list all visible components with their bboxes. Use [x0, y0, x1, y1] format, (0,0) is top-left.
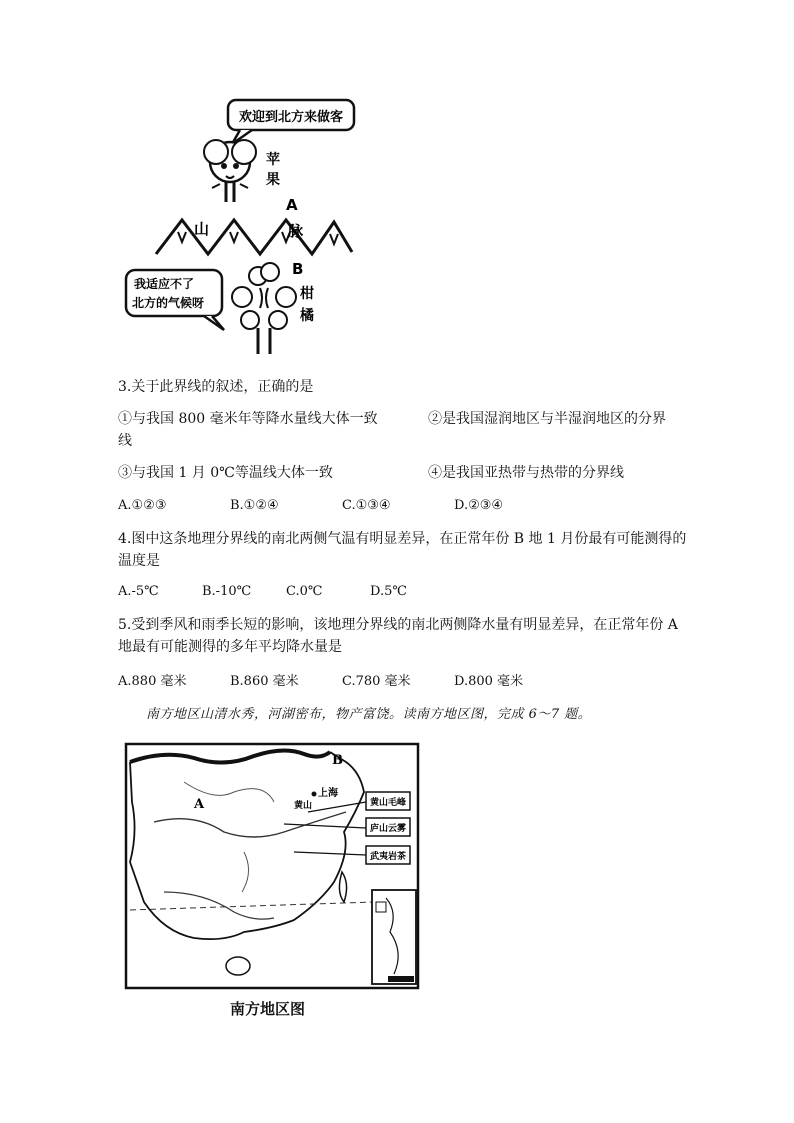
question-3-stem: 3.关于此界线的叙述，正确的是: [118, 379, 314, 395]
section-intro: 南方地区山清水秀，河湖密布，物产富饶。读南方地区图，完成 6～7 题。: [146, 707, 592, 722]
bubble-top-text: 欢迎到北方来做客: [238, 110, 344, 125]
question-3-option-d[interactable]: D.②③④: [454, 498, 504, 513]
south-china-map: [124, 742, 420, 990]
question-3-statement-2: ②是我国湿润地区与半湿润地区的分界: [428, 411, 666, 427]
question-5-option-c[interactable]: C.780 毫米: [342, 674, 411, 689]
apple-label-2: 果: [266, 172, 280, 188]
question-5-option-d[interactable]: D.800 毫米: [454, 674, 524, 689]
callout-wuyi-yancha: 武夷岩茶: [369, 852, 407, 862]
question-3-statement-3: ③与我国 1 月 0℃等温线大体一致: [118, 465, 333, 481]
question-3-option-c[interactable]: C.①③④: [342, 498, 391, 513]
question-5-option-a[interactable]: A.880 毫米: [118, 674, 187, 689]
question-3-option-a[interactable]: A.①②③: [118, 498, 167, 513]
mountain-label-1: 山: [194, 220, 210, 238]
map-label-b: B: [332, 753, 343, 768]
question-3-statement-1: ①与我国 800 毫米年等降水量线大体一致: [118, 411, 378, 427]
question-5-option-b[interactable]: B.860 毫米: [230, 674, 299, 689]
bubble-bottom-line-1: 我适应不了: [134, 277, 195, 291]
question-3-statement-2-wrap: 线: [118, 433, 132, 449]
label-b: B: [292, 260, 304, 278]
label-a: A: [286, 196, 298, 214]
orange-label-1: 柑: [300, 286, 314, 302]
map-label-a: A: [194, 797, 205, 812]
cartoon-figure: [120, 92, 360, 362]
map-label-shanghai: 上海: [318, 788, 338, 799]
mountain-label-2: 脉: [288, 222, 304, 240]
callout-lushan-yunwu: 庐山云雾: [369, 824, 407, 834]
question-4-stem-line-1: 4.图中这条地理分界线的南北两侧气温有明显差异，在正常年份 B 地 1 月份最有可能测得的: [118, 531, 687, 547]
question-5-stem-line-2: 地最有可能测得的多年平均降水量是: [118, 639, 342, 655]
bubble-bottom-line-2: 北方的气候呀: [132, 296, 205, 310]
question-4-stem-line-2: 温度是: [118, 553, 160, 569]
question-4-option-a[interactable]: A.-5℃: [118, 584, 159, 599]
apple-label-1: 苹: [266, 152, 280, 168]
question-5-stem-line-1: 5.受到季风和雨季长短的影响，该地理分界线的南北两侧降水量有明显差异，在正常年份 A: [118, 617, 678, 633]
map-caption: 南方地区图: [230, 1000, 306, 1018]
question-3-statement-4: ④是我国亚热带与热带的分界线: [428, 465, 624, 481]
callout-huangshan-maofeng: 黄山毛峰: [369, 798, 407, 808]
question-4-option-c[interactable]: C.0℃: [286, 584, 323, 599]
question-3-option-b[interactable]: B.①②④: [230, 498, 279, 513]
map-label-huangshan: 黄山: [294, 801, 313, 811]
question-4-option-b[interactable]: B.-10℃: [202, 584, 252, 599]
question-4-option-d[interactable]: D.5℃: [370, 584, 407, 599]
orange-label-2: 橘: [300, 308, 314, 324]
